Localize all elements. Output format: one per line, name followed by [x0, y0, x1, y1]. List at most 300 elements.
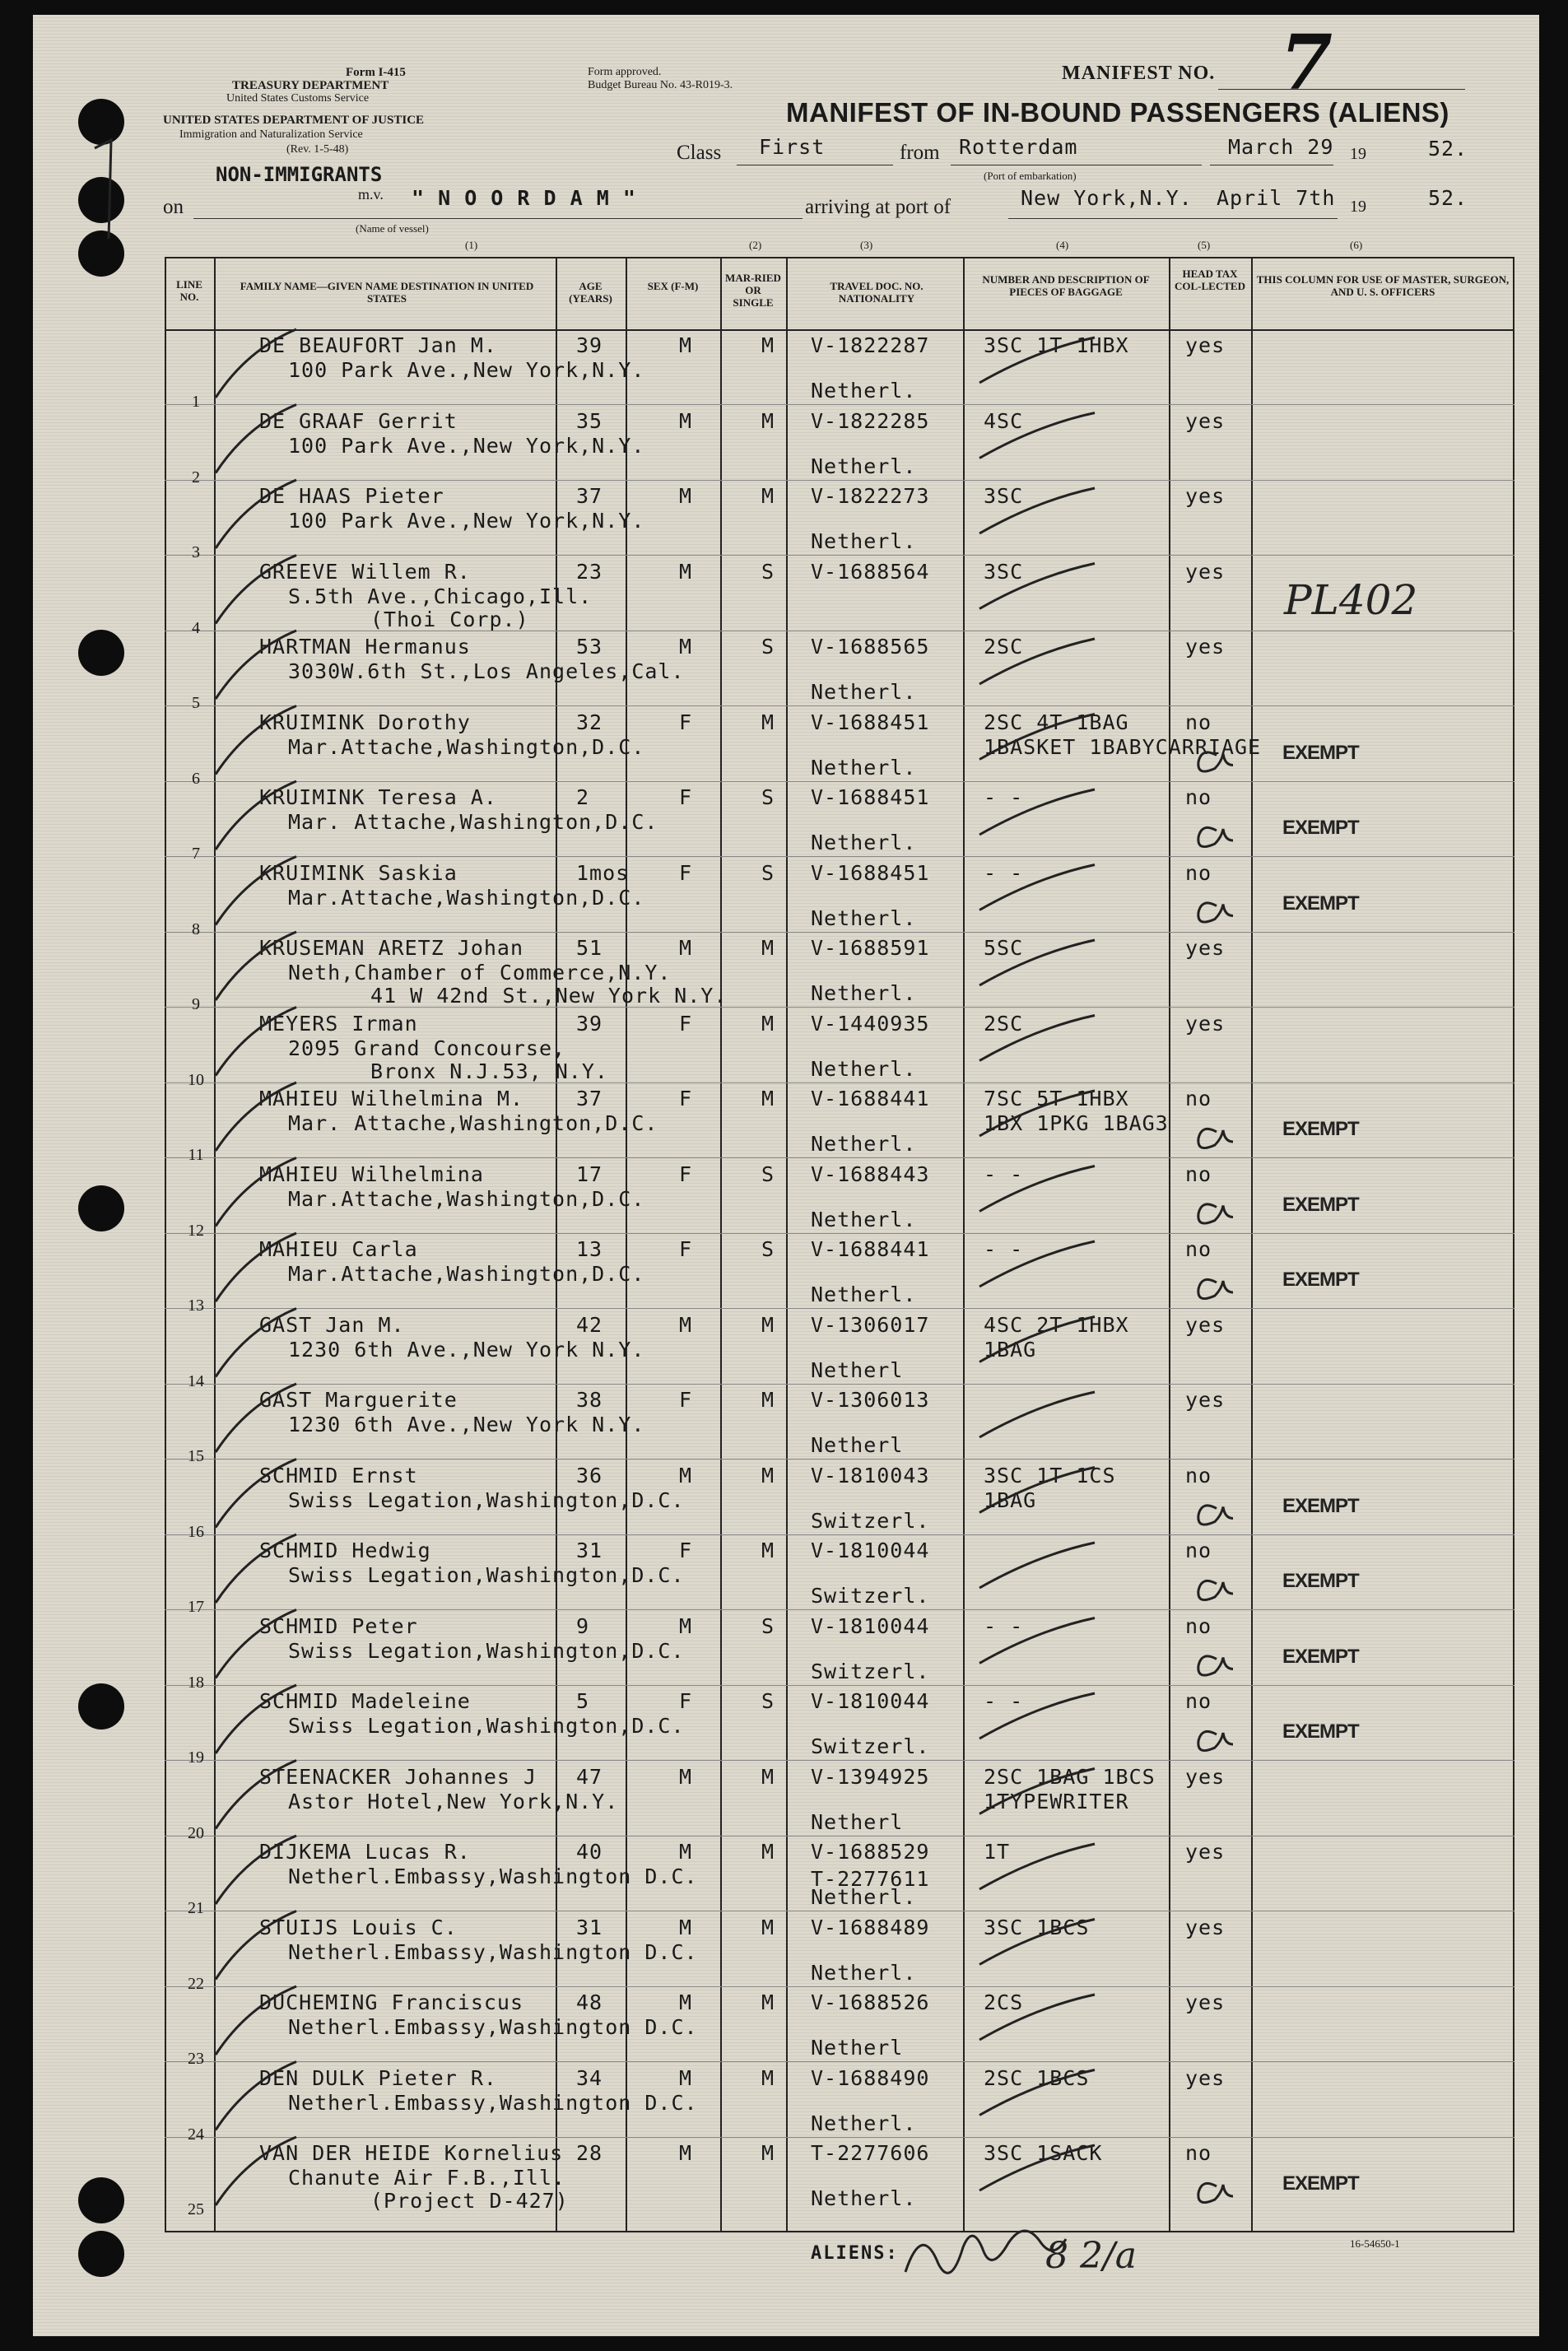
- col-header-officers: THIS COLUMN FOR USE OF MASTER, SURGEON, AND U. S. OFFICERS: [1256, 273, 1510, 298]
- passenger-nationality: Netherl.: [811, 831, 917, 854]
- passenger-age: 51: [576, 936, 603, 960]
- manifest-no-value: 7: [1280, 18, 1333, 107]
- exempt-stamp: EXEMPT: [1282, 1193, 1359, 1216]
- check-stroke: [979, 1317, 1095, 1362]
- passenger-marital-status: M: [761, 333, 775, 357]
- line-number: 3: [192, 543, 200, 561]
- check-stroke: [216, 329, 296, 398]
- passenger-marital-status: M: [761, 2141, 775, 2165]
- passenger-sex: M: [679, 936, 693, 960]
- column-number: (6): [1350, 239, 1363, 251]
- passenger-destination: Neth,Chamber of Commerce,N.Y.: [288, 961, 672, 985]
- line-number: 12: [188, 1222, 204, 1240]
- check-stroke: [979, 940, 1095, 985]
- line-number: 20: [188, 1824, 204, 1842]
- line-number: 17: [188, 1598, 204, 1616]
- passenger-sex: M: [679, 484, 693, 508]
- passenger-sex: M: [679, 2065, 693, 2090]
- passenger-destination: Netherl.Embassy,Washington D.C.: [288, 2015, 698, 2039]
- travel-doc-number: V-1688451: [811, 710, 930, 734]
- col-header-married: MAR-RIED OR SINGLE: [725, 272, 781, 309]
- line-number: 1: [192, 393, 200, 411]
- passenger-nationality: Netherl: [811, 1433, 904, 1457]
- passenger-nationality: Netherl.: [811, 1283, 917, 1306]
- line-number: 14: [188, 1372, 204, 1390]
- check-stroke: [216, 781, 296, 850]
- col-header-sex: SEX (F-M): [647, 280, 699, 292]
- class-label: Class: [677, 142, 722, 164]
- baggage-description: 7SC 5T 1HBX: [984, 1087, 1129, 1110]
- head-tax-collected: yes: [1185, 1915, 1226, 1939]
- arrival-date: April 7th: [1217, 186, 1336, 210]
- passenger-age: 31: [576, 1539, 603, 1562]
- passenger-age: 13: [576, 1237, 603, 1261]
- line-number: 21: [188, 1899, 204, 1917]
- travel-doc-number: V-1810044: [811, 1613, 930, 1638]
- passenger-destination: Netherl.Embassy,Washington D.C.: [288, 2090, 698, 2115]
- check-stroke: [216, 1685, 296, 1753]
- passenger-sex: F: [679, 1011, 693, 1036]
- head-tax-collected: no: [1185, 785, 1212, 809]
- initial-mark: [1198, 827, 1233, 846]
- check-stroke: [979, 865, 1095, 910]
- head-tax-collected: yes: [1185, 936, 1226, 960]
- baggage-description: 4SC: [984, 408, 1024, 433]
- passenger-destination: 100 Park Ave.,New York,N.Y.: [288, 433, 645, 458]
- passenger-marital-status: S: [761, 635, 775, 659]
- passenger-age: 35: [576, 408, 603, 433]
- passenger-age: 32: [576, 710, 603, 734]
- baggage-description: 5SC: [984, 936, 1024, 960]
- baggage-description-extra: 1BAG: [984, 1337, 1037, 1362]
- passenger-nationality: Netherl.: [811, 905, 917, 930]
- check-stroke: [979, 1468, 1095, 1513]
- travel-doc-number: V-1822273: [811, 484, 930, 508]
- passenger-marital-status: S: [761, 559, 775, 584]
- travel-doc-number: V-1688526: [811, 1990, 930, 2014]
- check-stroke: [216, 1384, 296, 1452]
- baggage-description: 3SC: [984, 559, 1024, 584]
- passenger-name: DE HAAS Pieter: [259, 484, 444, 508]
- check-stroke: [216, 1836, 296, 1904]
- line-number: 11: [188, 1146, 204, 1164]
- passenger-sex: M: [679, 1840, 693, 1864]
- passenger-marital-status: M: [761, 408, 775, 433]
- passenger-marital-status: S: [761, 1689, 775, 1713]
- head-tax-collected: yes: [1185, 1764, 1226, 1789]
- baggage-description: 3SC 1SACK: [984, 2141, 1103, 2165]
- line-number: 2: [192, 468, 200, 486]
- check-stroke: [979, 488, 1095, 533]
- passenger-sex: F: [679, 1388, 693, 1412]
- passenger-age: 38: [576, 1388, 603, 1412]
- passenger-destination: 1230 6th Ave.,New York N.Y.: [288, 1337, 645, 1362]
- travel-doc-number: V-1306013: [811, 1388, 930, 1412]
- col-header-name: FAMILY NAME—GIVEN NAME DESTINATION IN UNITED STATES: [240, 280, 534, 305]
- arrival-port: New York,N.Y.: [1021, 186, 1193, 210]
- passenger-age: 5: [576, 1689, 590, 1713]
- initial-mark: [1198, 903, 1233, 922]
- head-tax-collected: yes: [1185, 333, 1226, 357]
- passenger-destination: 1230 6th Ave.,New York N.Y.: [288, 1413, 645, 1436]
- travel-doc-number: V-1394925: [811, 1764, 930, 1789]
- check-stroke: [216, 1761, 296, 1829]
- arriving-label: arriving at port of: [805, 196, 952, 218]
- line-number: 15: [188, 1447, 204, 1465]
- passenger-sex: M: [679, 1312, 693, 1337]
- passenger-nationality: Switzerl.: [811, 1659, 930, 1683]
- passenger-sex: M: [679, 635, 693, 659]
- passenger-nationality: Netherl.: [811, 1960, 917, 1985]
- line-number: 22: [188, 1975, 204, 1993]
- check-stroke: [216, 1986, 296, 2055]
- passenger-name: DUCHEMING Franciscus: [259, 1990, 524, 2014]
- passenger-marital-status: S: [761, 1613, 775, 1638]
- exempt-stamp: EXEMPT: [1282, 892, 1359, 915]
- check-stroke: [979, 2145, 1095, 2190]
- line-number: 6: [192, 770, 200, 788]
- passenger-sex: M: [679, 559, 693, 584]
- passenger-name: STEENACKER Johannes J: [259, 1764, 537, 1789]
- passenger-nationality: Switzerl.: [811, 1734, 930, 1758]
- baggage-description: - -: [984, 860, 1024, 885]
- passenger-nationality: Netherl.: [811, 1885, 917, 1909]
- budget-bureau: Budget Bureau No. 43-R019-3.: [588, 79, 733, 91]
- check-stroke: [216, 1008, 296, 1076]
- travel-doc-number: V-1306017: [811, 1312, 930, 1337]
- travel-doc-number: V-1688443: [811, 1162, 930, 1186]
- travel-doc-number: V-1688441: [811, 1237, 930, 1261]
- passenger-nationality: Netherl.: [811, 1132, 917, 1156]
- manifest-no-label: MANIFEST NO.: [1062, 63, 1216, 84]
- passenger-age: 23: [576, 559, 603, 584]
- passenger-age: 53: [576, 635, 603, 659]
- passenger-nationality: Netherl: [811, 1357, 904, 1382]
- head-tax-collected: yes: [1185, 1011, 1226, 1036]
- passenger-destination: Swiss Legation,Washington,D.C.: [288, 1638, 685, 1663]
- passenger-nationality: Netherl.: [811, 454, 917, 478]
- baggage-description: 2SC 1BCS: [984, 2065, 1090, 2090]
- vessel-name: " N O O R D A M ": [412, 186, 636, 210]
- passenger-destination-extra: Bronx N.J.53, N.Y.: [370, 1059, 608, 1083]
- passenger-marital-status: M: [761, 1990, 775, 2014]
- head-tax-collected: yes: [1185, 2065, 1226, 2090]
- arrival-year: 52.: [1428, 186, 1468, 210]
- passenger-name: SCHMID Peter: [259, 1613, 418, 1638]
- passenger-sex: F: [679, 860, 693, 885]
- passenger-marital-status: M: [761, 1312, 775, 1337]
- treasury-label: TREASURY DEPARTMENT: [232, 79, 389, 92]
- passenger-destination: Mar.Attache,Washington,D.C.: [288, 1186, 645, 1211]
- baggage-description: 3SC 1T 1CS: [984, 1463, 1116, 1487]
- passenger-destination: Swiss Legation,Washington,D.C.: [288, 1563, 685, 1587]
- passenger-name: SCHMID Hedwig: [259, 1539, 431, 1562]
- passenger-sex: F: [679, 785, 693, 809]
- head-tax-collected: no: [1185, 1087, 1212, 1110]
- passenger-name: SCHMID Madeleine: [259, 1689, 471, 1713]
- passenger-name: KRUIMINK Saskia: [259, 860, 458, 885]
- head-tax-collected: no: [1185, 860, 1212, 885]
- check-stroke: [216, 1158, 296, 1227]
- check-stroke: [216, 2062, 296, 2130]
- passenger-sex: F: [679, 1237, 693, 1261]
- col-header-tax: HEAD TAX COL-LECTED: [1175, 268, 1245, 292]
- exempt-stamp: EXEMPT: [1282, 1570, 1359, 1592]
- line-number: 4: [192, 619, 200, 637]
- ins-label: Immigration and Naturalization Service: [179, 128, 363, 141]
- passenger-name: VAN DER HEIDE Kornelius: [259, 2141, 564, 2165]
- passenger-destination: Mar. Attache,Washington,D.C.: [288, 810, 658, 834]
- passenger-name: MAHIEU Carla: [259, 1237, 418, 1261]
- travel-doc-number: V-1440935: [811, 1011, 930, 1036]
- passenger-nationality: Netherl.: [811, 2186, 917, 2210]
- passenger-age: 40: [576, 1840, 603, 1864]
- passenger-marital-status: M: [761, 484, 775, 508]
- passenger-destination: 100 Park Ave.,New York,N.Y.: [288, 358, 645, 382]
- passenger-sex: M: [679, 1764, 693, 1789]
- passenger-name: KRUIMINK Dorothy: [259, 710, 471, 734]
- passenger-nationality: Switzerl.: [811, 1584, 930, 1608]
- baggage-description: 2SC: [984, 635, 1024, 659]
- baggage-description: - -: [984, 1613, 1024, 1638]
- passenger-name: STUIJS Louis C.: [259, 1915, 458, 1939]
- head-tax-collected: yes: [1185, 635, 1226, 659]
- passenger-destination: Swiss Legation,Washington,D.C.: [288, 1714, 685, 1738]
- rev-label: (Rev. 1-5-48): [286, 143, 349, 156]
- passenger-name: MAHIEU Wilhelmina: [259, 1162, 484, 1186]
- check-stroke: [979, 1091, 1095, 1136]
- col-header-line: LINE NO.: [176, 278, 202, 303]
- head-tax-collected: no: [1185, 1162, 1212, 1186]
- head-tax-collected: no: [1185, 1613, 1212, 1638]
- check-stroke: [979, 789, 1095, 835]
- passenger-marital-status: M: [761, 1463, 775, 1487]
- passenger-marital-status: M: [761, 1388, 775, 1412]
- check-stroke: [216, 2137, 296, 2205]
- check-stroke: [979, 1995, 1095, 2040]
- check-stroke: [979, 564, 1095, 609]
- category-label: NON-IMMIGRANTS: [216, 163, 383, 186]
- passenger-sex: M: [679, 1990, 693, 2014]
- travel-doc-number: V-1810043: [811, 1463, 930, 1487]
- line-number: 7: [192, 845, 200, 863]
- passenger-destination: S.5th Ave.,Chicago,Ill.: [288, 584, 593, 608]
- passenger-marital-status: M: [761, 1011, 775, 1036]
- head-tax-collected: no: [1185, 1463, 1212, 1487]
- passenger-destination-extra: 41 W 42nd St.,New York N.Y.: [370, 984, 728, 1008]
- baggage-description: 1T: [984, 1840, 1011, 1864]
- check-stroke: [216, 1459, 296, 1528]
- passenger-marital-status: M: [761, 936, 775, 960]
- passenger-age: 47: [576, 1764, 603, 1789]
- passenger-name: KRUSEMAN ARETZ Johan: [259, 936, 524, 960]
- column-number: (3): [860, 239, 873, 251]
- line-number: 9: [192, 995, 200, 1013]
- passenger-nationality: Netherl.: [811, 1207, 917, 1231]
- head-tax-collected: no: [1185, 1689, 1212, 1713]
- check-stroke: [216, 480, 296, 548]
- baggage-description: 3SC 1BCS: [984, 1915, 1090, 1939]
- passenger-destination: Netherl.Embassy,Washington D.C.: [288, 1939, 698, 1964]
- passenger-destination: Mar. Attache,Washington,D.C.: [288, 1111, 658, 1135]
- passenger-nationality: Netherl: [811, 1809, 904, 1834]
- travel-doc-number: V-1688441: [811, 1087, 930, 1110]
- passenger-destination: 100 Park Ave.,New York,N.Y.: [288, 509, 645, 533]
- passenger-name: KRUIMINK Teresa A.: [259, 785, 497, 809]
- check-stroke: [216, 631, 296, 699]
- initial-mark: [1198, 2183, 1233, 2202]
- passenger-marital-status: S: [761, 860, 775, 885]
- page-title: MANIFEST OF IN-BOUND PASSENGERS (ALIENS): [786, 97, 1449, 128]
- arrival-year-prefix: 19: [1350, 198, 1366, 216]
- passenger-nationality: Netherl.: [811, 529, 917, 553]
- baggage-description: 3SC 1T 1HBX: [984, 333, 1129, 357]
- passenger-marital-status: S: [761, 1237, 775, 1261]
- passenger-marital-status: M: [761, 1915, 775, 1939]
- departure-year: 52.: [1428, 137, 1468, 161]
- passenger-name: GAST Jan M.: [259, 1312, 405, 1337]
- initial-mark: [1198, 1581, 1233, 1599]
- passenger-sex: F: [679, 1539, 693, 1562]
- column-number: (1): [465, 239, 478, 251]
- passenger-nationality: Switzerl.: [811, 1508, 930, 1533]
- travel-doc-number: V-1810044: [811, 1539, 930, 1562]
- passenger-name: GAST Marguerite: [259, 1388, 458, 1412]
- travel-doc-number: V-1688529: [811, 1840, 930, 1864]
- line-number: 10: [188, 1071, 204, 1089]
- check-stroke: [979, 1016, 1095, 1061]
- initial-mark: [1198, 1279, 1233, 1298]
- head-tax-collected: no: [1185, 2141, 1212, 2165]
- head-tax-collected: yes: [1185, 408, 1226, 433]
- head-tax-collected: no: [1185, 710, 1212, 734]
- check-stroke: [216, 932, 296, 1000]
- passenger-destination: Mar.Attache,Washington,D.C.: [288, 885, 645, 910]
- exempt-stamp: EXEMPT: [1282, 1494, 1359, 1517]
- check-stroke: [979, 1543, 1095, 1588]
- passenger-marital-status: M: [761, 2065, 775, 2090]
- passenger-nationality: Netherl.: [811, 755, 917, 780]
- aliens-label: ALIENS:: [811, 2243, 899, 2264]
- margin-note: PL402: [1284, 576, 1418, 624]
- passenger-sex: M: [679, 2141, 693, 2165]
- col-header-age: AGE (YEARS): [569, 280, 612, 305]
- line-number: 8: [192, 920, 200, 938]
- baggage-description: 3SC: [984, 484, 1024, 508]
- initial-mark: [1198, 1506, 1233, 1525]
- passenger-age: 36: [576, 1463, 603, 1487]
- form-id: Form I-415: [346, 66, 406, 79]
- passenger-nationality: Netherl.: [811, 2111, 917, 2135]
- head-tax-collected: yes: [1185, 484, 1226, 508]
- baggage-description: - -: [984, 1237, 1024, 1261]
- travel-doc-number: V-1810044: [811, 1689, 930, 1713]
- passenger-marital-status: M: [761, 1539, 775, 1562]
- passenger-name: MEYERS Irman: [259, 1011, 418, 1036]
- check-stroke: [979, 715, 1095, 760]
- baggage-description: 4SC 2T 1HBX: [984, 1312, 1129, 1337]
- travel-doc-number: V-1688564: [811, 559, 930, 584]
- passenger-age: 48: [576, 1990, 603, 2014]
- check-stroke: [979, 338, 1095, 383]
- signature-note: 8 2/a: [1045, 2235, 1138, 2277]
- passenger-sex: M: [679, 333, 693, 357]
- passenger-age: 28: [576, 2141, 603, 2165]
- passenger-destination: Mar.Attache,Washington,D.C.: [288, 734, 645, 759]
- passenger-age: 37: [576, 1087, 603, 1110]
- passenger-destination: 3030W.6th St.,Los Angeles,Cal.: [288, 659, 685, 683]
- passenger-age: 42: [576, 1312, 603, 1337]
- passenger-sex: M: [679, 408, 693, 433]
- port-caption: (Port of embarkation): [984, 170, 1077, 182]
- check-stroke: [979, 1844, 1095, 1889]
- baggage-description: 2SC: [984, 1011, 1024, 1036]
- passenger-marital-status: M: [761, 710, 775, 734]
- line-number: 18: [188, 1674, 204, 1692]
- customs-label: United States Customs Service: [226, 92, 370, 105]
- passenger-nationality: Netherl.: [811, 1056, 917, 1081]
- exempt-stamp: EXEMPT: [1282, 1720, 1359, 1743]
- head-tax-collected: yes: [1185, 1990, 1226, 2014]
- travel-doc-number: V-1688490: [811, 2065, 930, 2090]
- passenger-destination-extra: (Thoi Corp.): [370, 607, 529, 631]
- line-number: 13: [188, 1297, 204, 1315]
- check-stroke: [979, 2070, 1095, 2116]
- passenger-name: DE BEAUFORT Jan M.: [259, 333, 497, 357]
- signature-stroke: [905, 2231, 1066, 2273]
- check-stroke: [216, 1610, 296, 1678]
- justice-label: UNITED STATES DEPARTMENT OF JUSTICE: [163, 114, 425, 127]
- check-stroke: [216, 1309, 296, 1377]
- exempt-stamp: EXEMPT: [1282, 741, 1359, 764]
- passenger-sex: M: [679, 1915, 693, 1939]
- passenger-destination-extra: (Project D-427): [370, 2189, 569, 2213]
- exempt-stamp: EXEMPT: [1282, 817, 1359, 839]
- passenger-nationality: Netherl.: [811, 981, 917, 1005]
- passenger-age: 31: [576, 1915, 603, 1939]
- passenger-sex: M: [679, 1613, 693, 1638]
- passenger-destination: 2095 Grand Concourse,: [288, 1036, 566, 1060]
- check-stroke: [216, 1911, 296, 1980]
- check-stroke: [979, 639, 1095, 684]
- travel-doc-number: V-1688451: [811, 785, 930, 809]
- check-stroke: [979, 413, 1095, 459]
- travel-doc-number: T-2277606: [811, 2141, 930, 2165]
- line-number: 5: [192, 694, 200, 712]
- line-number: 25: [188, 2200, 204, 2218]
- exempt-stamp: EXEMPT: [1282, 1118, 1359, 1140]
- passenger-nationality: Netherl.: [811, 680, 917, 704]
- vessel-caption: (Name of vessel): [356, 222, 429, 235]
- head-tax-collected: yes: [1185, 1388, 1226, 1412]
- passenger-sex: F: [679, 1087, 693, 1110]
- line-number: 23: [188, 2050, 204, 2068]
- baggage-description-extra: 1BX 1PKG 1BAG3: [984, 1111, 1169, 1135]
- extra-doc-number: T-2277611: [811, 1867, 930, 1891]
- baggage-description: 2SC 1BAG 1BCS: [984, 1764, 1156, 1789]
- passenger-marital-status: S: [761, 785, 775, 809]
- passenger-name: MAHIEU Wilhelmina M.: [259, 1087, 524, 1110]
- passenger-marital-status: S: [761, 1162, 775, 1186]
- baggage-description: 2SC 4T 1BAG: [984, 710, 1129, 734]
- passenger-sex: F: [679, 710, 693, 734]
- check-stroke: [216, 405, 296, 473]
- class-value: First: [759, 135, 826, 159]
- passenger-sex: F: [679, 1689, 693, 1713]
- baggage-description: - -: [984, 1162, 1024, 1186]
- passenger-age: 9: [576, 1613, 590, 1638]
- passenger-name: HARTMAN Hermanus: [259, 635, 471, 659]
